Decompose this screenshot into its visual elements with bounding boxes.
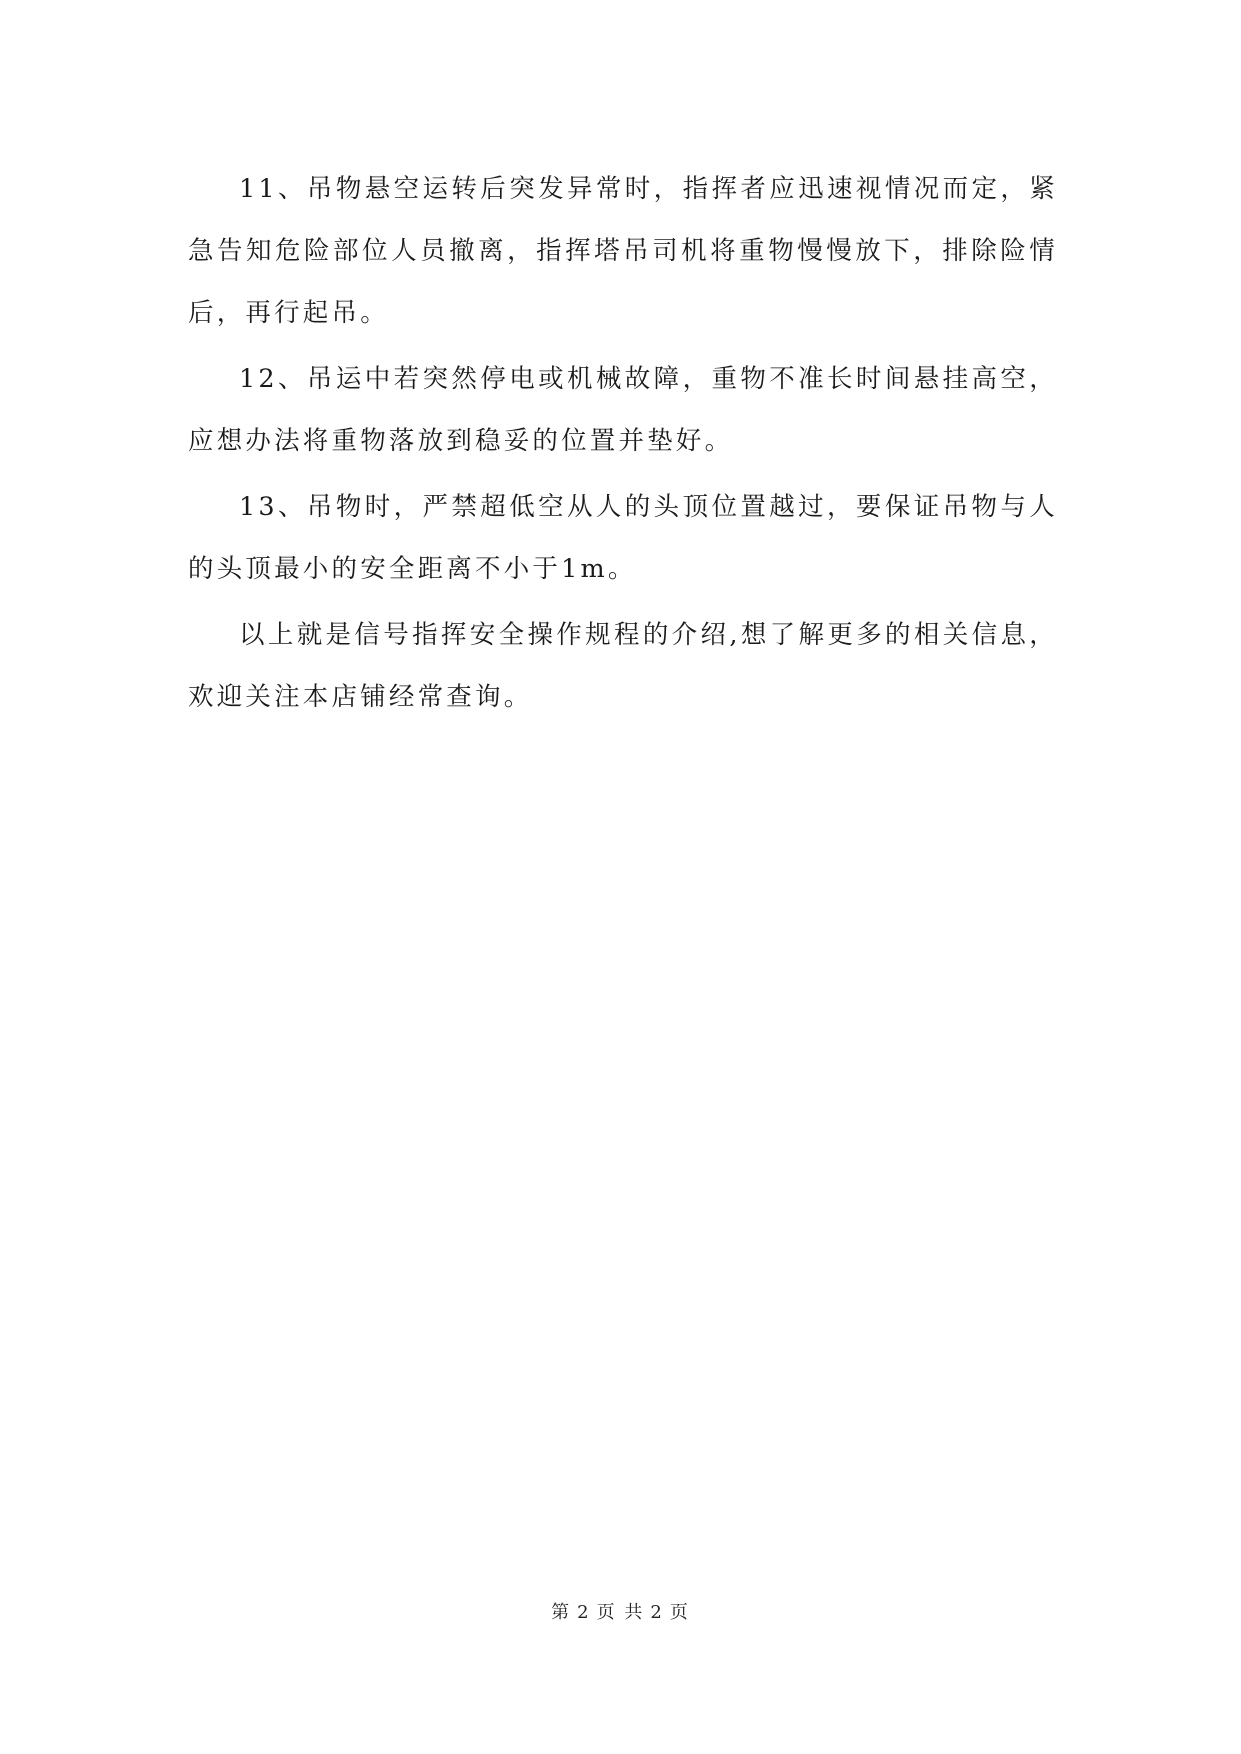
page-footer	[0, 1598, 1241, 1624]
footer-total-pages: 2	[650, 1602, 664, 1623]
paragraph-closing: 以上就是信号指挥安全操作规程的介绍,想了解更多的相关信息，欢迎关注本店铺经常查询。	[188, 620, 1058, 712]
paragraph-12: 12、吊运中若突然停电或机械故障，重物不准长时间悬挂高空，应想办法将重物落放到稳妥的位置并垫好。	[188, 364, 1058, 456]
footer-middle: 页 共	[596, 1602, 645, 1623]
footer-suffix: 页	[669, 1602, 690, 1623]
paragraph-13: 13、吊物时，严禁超低空从人的头顶位置越过，要保证吊物与人的头顶最小的安全距离不小于1m。	[188, 492, 1058, 584]
footer-current-page: 2	[577, 1602, 591, 1623]
body-text	[188, 158, 1058, 732]
footer-prefix: 第	[551, 1602, 572, 1623]
paragraph-11: 11、吊物悬空运转后突发异常时，指挥者应迅速视情况而定，紧急告知危险部位人员撤离，指挥塔吊司机将重物慢慢放下，排除险情后，再行起吊。	[188, 174, 1058, 328]
